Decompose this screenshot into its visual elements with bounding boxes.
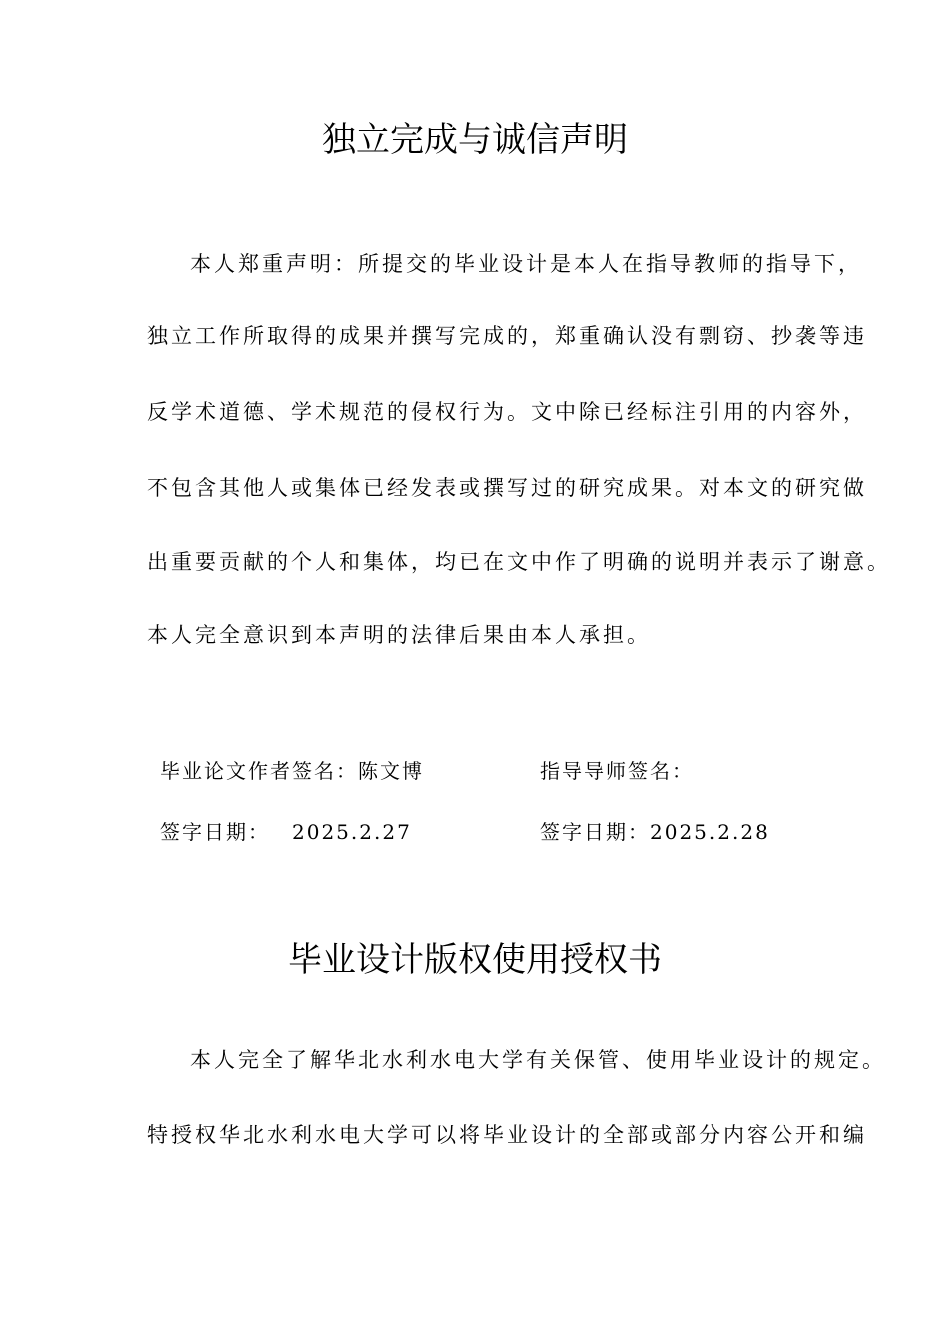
advisor-date <box>540 818 770 846</box>
declaration-line: 独立工作所取得的成果并撰写完成的，郑重确认没有剽窃、抄袭等违 <box>147 324 867 348</box>
author-name: 陈文博 <box>358 759 424 783</box>
author-signature-label: 毕业论文作者签名： <box>160 759 358 783</box>
author-date <box>160 818 412 846</box>
declaration-line: 不包含其他人或集体已经发表或撰写过的研究成果。对本文的研究做 <box>147 476 867 500</box>
authorization-line: 本人完全了解华北水利水电大学有关保管、使用毕业设计的规定。 <box>190 1048 886 1072</box>
declaration-title: 独立完成与诚信声明 <box>322 120 628 160</box>
advisor-signature-label: 指导导师签名： <box>540 759 694 783</box>
declaration-line: 本人完全意识到本声明的法律后果由本人承担。 <box>147 623 651 647</box>
advisor-date-label: 签字日期： <box>540 820 650 844</box>
declaration-line: 反学术道德、学术规范的侵权行为。文中除已经标注引用的内容外， <box>147 400 867 424</box>
advisor-signature <box>540 757 694 785</box>
advisor-date-value: 2025.2.28 <box>650 820 770 844</box>
author-date-label: 签字日期： <box>160 820 270 844</box>
authorization-title: 毕业设计版权使用授权书 <box>288 940 662 980</box>
declaration-line: 出重要贡献的个人和集体，均已在文中作了明确的说明并表示了谢意。 <box>147 550 891 574</box>
author-date-value: 2025.2.27 <box>292 820 412 844</box>
authorization-line: 特授权华北水利水电大学可以将毕业设计的全部或部分内容公开和编 <box>147 1123 867 1147</box>
author-signature <box>160 757 424 785</box>
declaration-line: 本人郑重声明：所提交的毕业设计是本人在指导教师的指导下， <box>190 252 862 276</box>
